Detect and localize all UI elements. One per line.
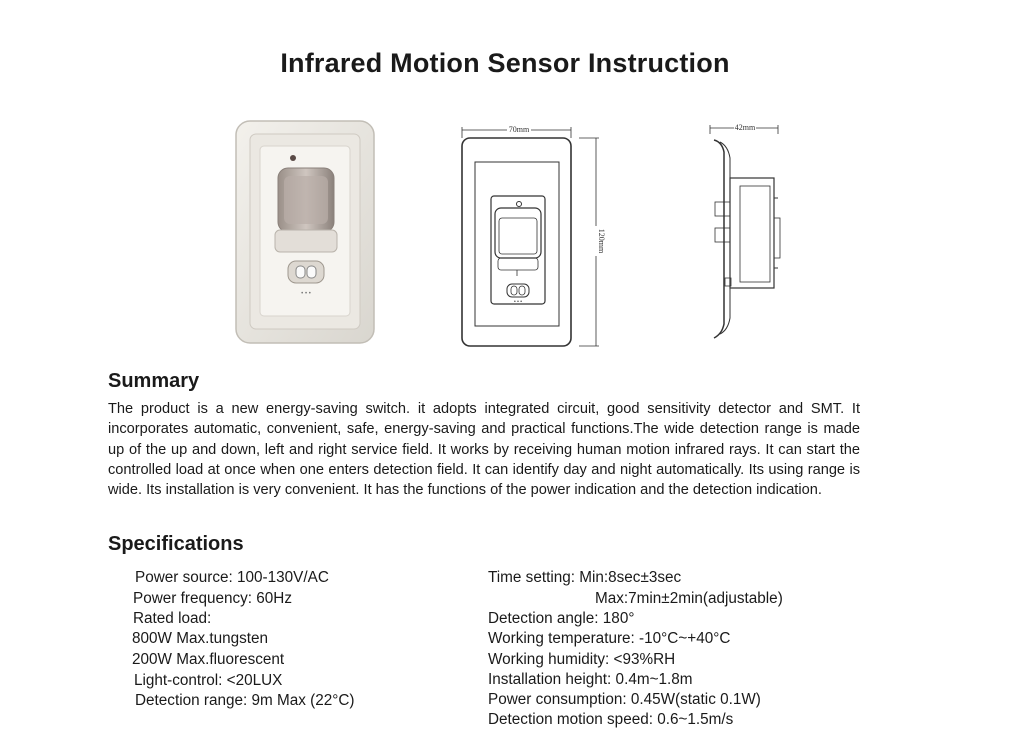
spec-working-humidity: Working humidity: <93%RH (488, 651, 676, 668)
spec-time-setting: Time setting: Min:8sec±3sec (488, 569, 682, 586)
spec-fluorescent-load: 200W Max.fluorescent (132, 651, 285, 668)
side-width-dimension: 42mm (734, 123, 756, 132)
spec-rated-load: Rated load: (133, 610, 212, 627)
spec-tungsten-load: 800W Max.tungsten (132, 630, 269, 647)
side-view-drawing (700, 118, 790, 350)
summary-paragraph: The product is a new energy-saving switch. it adopts integrated circuit, good sensitivity detector and SMT. It incorporates automatic, convenient, safe, energy-saving and practical functions.The wide detection range is made up of the up and down, left and right service field. It works by receiving human motion infrared rays. It can start the controlled load at once when one enters detection field. It can identify day and night automatically. Its using range is wide. Its installation is very convenient. It has the functions of the power indication and the detection indication. (108, 401, 860, 499)
spec-light-control: Light-control: <20LUX (134, 672, 283, 689)
spec-power-source: Power source: 100-130V/AC (135, 569, 329, 586)
spec-power-consumption: Power consumption: 0.45W(static 0.1W) (488, 691, 761, 708)
sensor-photo-illustration (230, 118, 380, 348)
svg-text:• • •: • • • (513, 299, 523, 305)
spec-power-frequency: Power frequency: 60Hz (133, 590, 292, 607)
document-title: Infrared Motion Sensor Instruction (280, 48, 730, 78)
spec-working-temperature: Working temperature: -10°C~+40°C (488, 630, 731, 647)
front-height-dimension: 120mm (597, 228, 606, 254)
spec-detection-motion-speed: Detection motion speed: 0.6~1.5m/s (488, 711, 734, 728)
spec-detection-range: Detection range: 9m Max (22°C) (135, 692, 355, 709)
spec-detection-angle: Detection angle: 180° (488, 610, 635, 627)
front-view-drawing (455, 118, 605, 350)
summary-heading: Summary (108, 370, 200, 392)
svg-text:• • •: • • • (301, 291, 311, 297)
front-width-dimension: 70mm (508, 125, 530, 134)
spec-time-setting-max: Max:7min±2min(adjustable) (595, 590, 783, 607)
spec-installation-height: Installation height: 0.4m~1.8m (488, 671, 693, 688)
specifications-heading: Specifications (108, 533, 244, 555)
